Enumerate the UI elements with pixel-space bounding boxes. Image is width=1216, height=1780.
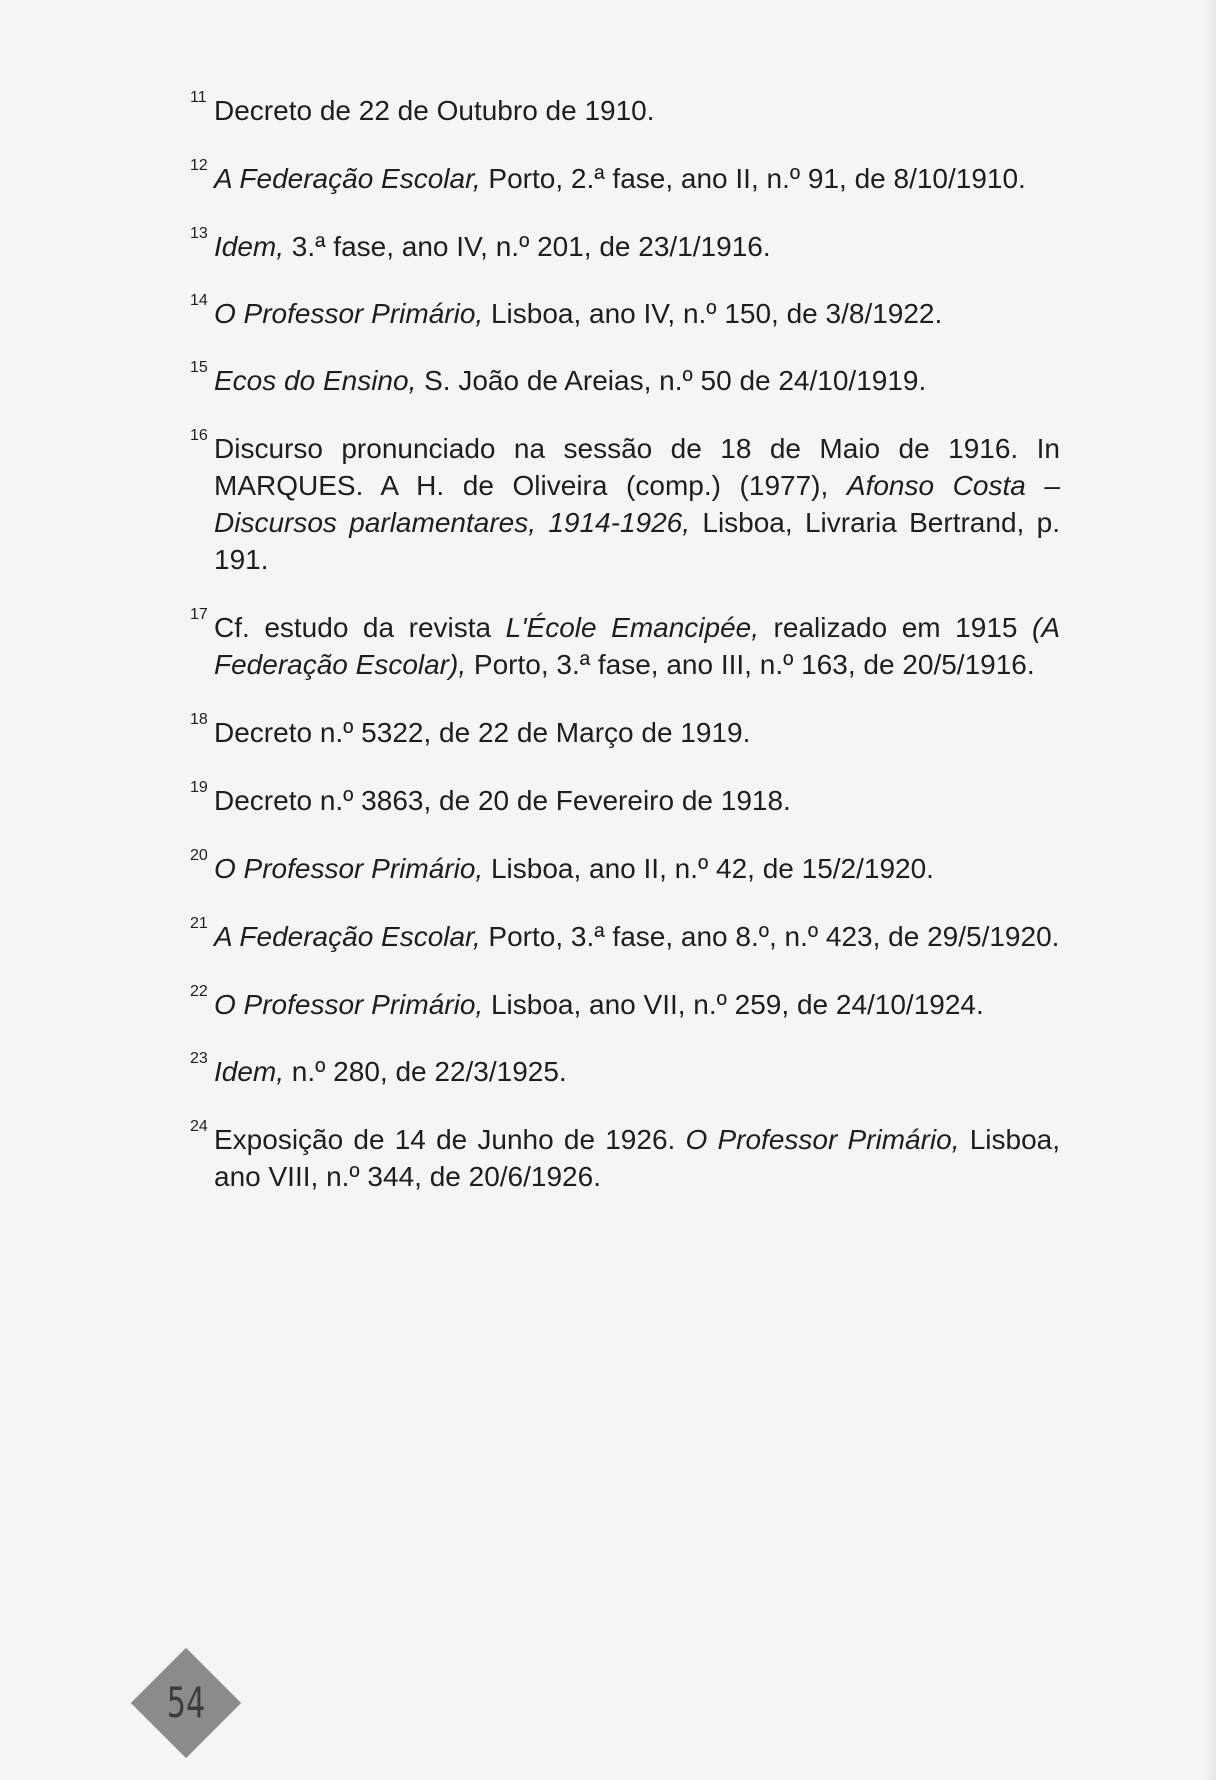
- footnote-12: [190, 157, 1060, 197]
- footnote-text-part: n.º 280, de 22/3/1925.: [284, 1056, 567, 1087]
- footnotes-list: [190, 89, 1061, 1232]
- footnote-italic-part: O Professor Primário,: [214, 298, 484, 329]
- footnote-italic-part: L'École Emancipée,: [505, 612, 760, 643]
- footnote-text-part: 3.ª fase, ano IV, n.º 201, de 23/1/1916.: [284, 231, 771, 262]
- footnote-23: [190, 1050, 1060, 1090]
- footnote-number: 22: [190, 983, 208, 1000]
- footnote-text-part: realizado em 1915: [759, 612, 1033, 643]
- footnote-number: 19: [190, 779, 208, 796]
- footnote-17: [190, 606, 1061, 683]
- footnote-22: [190, 983, 1060, 1023]
- footnote-text-part: Decreto de 22 de Outubro de 1910.: [214, 95, 655, 126]
- footnote-11: [190, 89, 1060, 129]
- page-edge-shadow: [1202, 0, 1216, 1780]
- footnote-italic-part: A Federação Escolar,: [214, 921, 481, 952]
- footnote-text-part: Porto, 2.ª fase, ano II, n.º 91, de 8/10/1910.: [480, 163, 1026, 194]
- page-number: 54: [166, 1678, 206, 1727]
- footnote-text-part: Lisboa, ano VIII, n.º 344, de 20/6/1926.: [214, 1124, 1061, 1192]
- footnote-16: [190, 427, 1061, 578]
- footnote-italic-part: (A Federação Escolar),: [214, 612, 1061, 680]
- footnote-18: [190, 711, 1060, 751]
- footnote-text-part: Lisboa, ano VII, n.º 259, de 24/10/1924.: [483, 989, 984, 1020]
- footnote-14: [190, 292, 1060, 332]
- footnote-italic-part: O Professor Primário,: [214, 989, 484, 1020]
- footnote-italic-part: Idem,: [214, 231, 285, 262]
- footnote-italic-part: O Professor Primário,: [685, 1124, 960, 1155]
- footnote-italic-part: A Federação Escolar,: [214, 163, 481, 194]
- footnote-text-part: Porto, 3.ª fase, ano 8.º, n.º 423, de 29/5/1920.: [480, 921, 1060, 952]
- footnote-number: 14: [190, 292, 208, 309]
- footnote-italic-part: O Professor Primário,: [214, 853, 484, 884]
- footnote-number: 13: [190, 225, 208, 242]
- footnote-number: 20: [190, 847, 208, 864]
- footnote-text-part: S. João de Areias, n.º 50 de 24/10/1919.: [416, 365, 927, 396]
- footnote-19: [190, 779, 1060, 819]
- footnote-italic-part: Ecos do Ensino,: [214, 365, 417, 396]
- footnote-text-part: Discurso pronunciado na sessão de 18 de Maio de 1916. In MARQUES. A H. de Oliveira (comp.) (1977),: [214, 433, 1060, 501]
- footnote-number: 16: [190, 427, 208, 444]
- footnote-number: 11: [190, 89, 207, 106]
- footnote-24: [190, 1118, 1061, 1195]
- page-number-badge: [131, 1648, 241, 1758]
- footnote-italic-part: Afonso Costa – Discursos parlamentares, 1914-1926,: [214, 470, 1061, 538]
- footnote-number: 21: [190, 915, 208, 932]
- footnote-number: 23: [190, 1050, 208, 1067]
- footnote-20: [190, 847, 1060, 887]
- footnote-text-part: Lisboa, ano II, n.º 42, de 15/2/1920.: [483, 853, 934, 884]
- footnote-text-part: Exposição de 14 de Junho de 1926.: [214, 1124, 686, 1155]
- footnote-text-part: Lisboa, Livraria Bertrand, p. 191.: [214, 507, 1060, 575]
- footnote-text-part: Decreto n.º 3863, de 20 de Fevereiro de 1918.: [214, 785, 791, 816]
- footnote-text-part: Lisboa, ano IV, n.º 150, de 3/8/1922.: [483, 298, 943, 329]
- footnote-text-part: Cf. estudo da revista: [214, 612, 506, 643]
- footnote-number: 12: [190, 157, 208, 174]
- footnote-21: [190, 915, 1060, 955]
- footnote-italic-part: Idem,: [214, 1056, 285, 1087]
- footnote-number: 18: [190, 711, 208, 728]
- footnote-13: [190, 225, 1060, 265]
- footnote-number: 24: [190, 1118, 208, 1135]
- footnote-15: [190, 359, 1060, 399]
- footnote-number: 17: [190, 606, 208, 623]
- footnote-text-part: Porto, 3.ª fase, ano III, n.º 163, de 20/5/1916.: [466, 649, 1035, 680]
- footnote-number: 15: [190, 359, 208, 376]
- footnote-text-part: Decreto n.º 5322, de 22 de Março de 1919.: [214, 717, 751, 748]
